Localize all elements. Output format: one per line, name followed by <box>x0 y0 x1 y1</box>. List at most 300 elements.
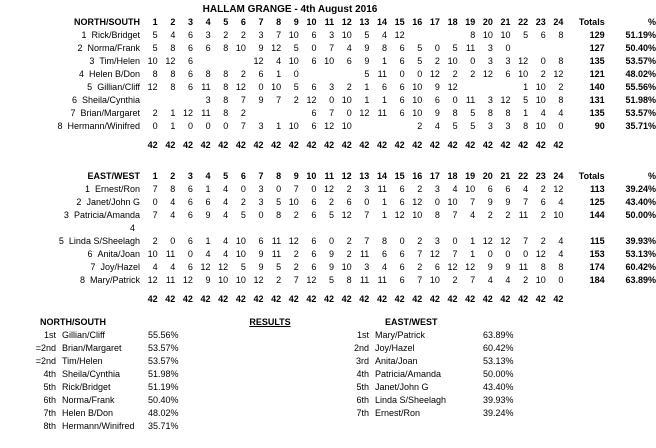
column-total-cell: 42 <box>535 140 546 150</box>
score-cell: 6 <box>505 184 511 194</box>
score-cell: 0 <box>452 236 458 246</box>
column-totals-label <box>6 293 140 306</box>
score-cell: 4 <box>381 262 387 272</box>
score-cell: 11 <box>518 262 529 272</box>
pct-cell: 63.89% <box>625 275 656 285</box>
score-cell <box>281 222 299 235</box>
score-cell: 12 <box>429 69 440 79</box>
score-cell: 7 <box>452 210 458 220</box>
ns-results-list <box>28 316 179 433</box>
score-cell <box>246 107 264 120</box>
ns-results-heading: NORTH/SOUTH <box>40 317 106 327</box>
pair-row <box>6 196 656 209</box>
score-cell: 5 <box>364 69 370 79</box>
score-cell: 6 <box>311 197 317 207</box>
pair-label <box>6 274 140 287</box>
score-cell: 11 <box>359 275 370 285</box>
pair-label <box>6 196 140 209</box>
board-header-cell: 8 <box>276 17 282 27</box>
score-cell: 4 <box>382 30 388 40</box>
score-cell: 4 <box>487 275 493 285</box>
score-cell: 11 <box>518 210 529 220</box>
score-cell: 0 <box>399 236 405 246</box>
column-total-cell: 42 <box>465 294 476 304</box>
score-cell <box>387 222 405 235</box>
board-header-cell: 17 <box>429 171 440 181</box>
total-cell: 144 <box>589 210 605 220</box>
result-row <box>345 342 514 355</box>
pair-name: Mary/Patrick <box>89 275 140 285</box>
score-cell: 4 <box>170 30 176 40</box>
ew-results-rows <box>345 329 514 420</box>
score-cell: 3 <box>258 30 264 40</box>
score-cell: 10 <box>235 236 246 246</box>
section-label: EAST/WEST <box>87 171 140 181</box>
column-total-cell: 42 <box>394 294 405 304</box>
score-cell: 12 <box>482 69 493 79</box>
score-cell: 4 <box>170 197 176 207</box>
score-cell: 11 <box>377 275 387 285</box>
score-cell <box>228 222 246 235</box>
total-cell: 184 <box>589 275 605 285</box>
column-totals-end <box>563 139 604 152</box>
score-cell: 8 <box>346 275 352 285</box>
score-cell: 12 <box>394 210 405 220</box>
score-cell: 8 <box>170 184 176 194</box>
column-total-cell: 42 <box>253 140 264 150</box>
score-cell: 1 <box>170 121 176 131</box>
score-cell <box>158 94 176 107</box>
pair-row <box>6 274 656 287</box>
pair-label <box>6 81 140 94</box>
score-cell: 3 <box>258 197 264 207</box>
score-cell: 6 <box>187 43 193 53</box>
score-cell: 8 <box>223 43 229 53</box>
score-cell: 11 <box>359 249 370 259</box>
score-cell <box>387 120 405 133</box>
score-cell: 0 <box>240 184 246 194</box>
total-cell: 113 <box>590 184 605 194</box>
column-total-cell: 42 <box>500 294 511 304</box>
score-cell <box>511 42 529 55</box>
result-pct: 55.56% <box>148 330 179 340</box>
board-header-cell: 11 <box>324 171 335 181</box>
score-cell: 7 <box>240 95 246 105</box>
score-cell: 10 <box>341 95 352 105</box>
score-cell: 10 <box>412 210 423 220</box>
score-cell: 4 <box>223 236 229 246</box>
result-rank: 5th <box>356 382 369 392</box>
pair-row <box>6 222 656 235</box>
score-cell: 5 <box>452 121 458 131</box>
pair-label <box>6 261 140 274</box>
column-totals-end <box>563 293 604 306</box>
column-total-cell: 42 <box>341 294 352 304</box>
score-cell: 0 <box>329 95 335 105</box>
result-pair-name: Janet/John G <box>375 382 429 392</box>
score-cell: 10 <box>535 82 546 92</box>
result-pair-name: Brian/Margaret <box>62 343 122 353</box>
column-totals-row <box>6 293 656 306</box>
score-cell: 3 <box>505 121 511 131</box>
score-cell: 0 <box>276 184 282 194</box>
score-cell: 6 <box>399 56 405 66</box>
score-cell: 2 <box>434 56 440 66</box>
board-header-cell: 15 <box>394 17 405 27</box>
score-cell: 1 <box>276 121 282 131</box>
result-rank: 7th <box>356 408 369 418</box>
column-total-cell: 42 <box>359 140 370 150</box>
result-rank: 8th <box>43 421 56 431</box>
pair-number: 7 <box>90 262 96 272</box>
score-cell: 5 <box>523 95 529 105</box>
pair-label <box>6 68 140 81</box>
score-cell: 10 <box>412 82 423 92</box>
score-cell: 6 <box>311 108 317 118</box>
score-cell: 9 <box>205 210 211 220</box>
score-cell <box>546 42 564 55</box>
score-cell: 5 <box>523 30 529 40</box>
board-header-cell: 13 <box>359 171 370 181</box>
score-cell: 12 <box>518 56 529 66</box>
pair-name: Brian/Margaret <box>80 108 141 118</box>
score-cell: 4 <box>152 262 158 272</box>
score-cell: 7 <box>293 275 299 285</box>
result-pair-name: Patricia/Amanda <box>375 369 442 379</box>
ns-results-rows <box>28 329 179 433</box>
board-header-cell: 21 <box>500 17 511 27</box>
total-cell: 135 <box>589 56 605 66</box>
score-cell <box>334 222 352 235</box>
column-totals-end <box>605 139 656 152</box>
score-cell: 2 <box>505 210 511 220</box>
score-cell: 6 <box>187 56 193 66</box>
score-cell: 12 <box>324 184 335 194</box>
score-cell: 8 <box>558 30 564 40</box>
score-cell: 0 <box>558 275 564 285</box>
total-cell: 174 <box>589 262 605 272</box>
score-cell: 8 <box>170 69 176 79</box>
pair-name <box>135 223 140 233</box>
total-cell: 127 <box>589 43 605 53</box>
result-pair-name: Hermann/Winifred <box>62 421 135 431</box>
score-cell: 2 <box>540 236 546 246</box>
pair-name: Norma/Frank <box>87 43 141 53</box>
score-cell: 10 <box>271 82 282 92</box>
score-cell <box>228 55 246 68</box>
score-cell: 0 <box>523 249 529 259</box>
score-cell: 12 <box>535 249 546 259</box>
score-cell: 12 <box>500 95 511 105</box>
score-cell: 6 <box>399 43 405 53</box>
score-cell <box>493 81 511 94</box>
score-cell: 4 <box>540 108 546 118</box>
header-row <box>6 16 656 29</box>
score-cell: 6 <box>205 43 211 53</box>
score-cell: 10 <box>288 121 299 131</box>
score-cell: 12 <box>253 275 264 285</box>
score-cell: 7 <box>329 108 335 118</box>
pair-number: 7 <box>70 108 76 118</box>
score-cell <box>352 222 370 235</box>
score-cell: 6 <box>311 210 317 220</box>
column-total-cell: 42 <box>288 294 299 304</box>
board-header-cell: 16 <box>412 17 423 27</box>
pair-name: Sheila/Cynthia <box>82 95 141 105</box>
score-cell: 8 <box>382 43 388 53</box>
pair-number: 6 <box>71 95 77 105</box>
score-cell: 2 <box>558 82 564 92</box>
score-cell: 3 <box>258 184 264 194</box>
pair-row <box>6 81 656 94</box>
result-rank: 2nd <box>353 343 369 353</box>
result-pct: 35.71% <box>148 421 179 431</box>
score-cell: 6 <box>346 56 352 66</box>
pair-name: Joy/Hazel <box>100 262 140 272</box>
score-cell: 6 <box>187 184 193 194</box>
ew-results-list <box>345 316 514 420</box>
score-cell: 8 <box>434 210 440 220</box>
board-header-cell: 6 <box>240 17 246 27</box>
score-cell: 8 <box>276 210 282 220</box>
board-header-cell: 24 <box>553 17 564 27</box>
score-cell: 0 <box>346 108 352 118</box>
score-cell: 1 <box>523 108 529 118</box>
result-rank: 4th <box>43 369 56 379</box>
column-total-cell: 42 <box>376 294 387 304</box>
score-cell: 12 <box>306 95 317 105</box>
score-cell: 3 <box>205 95 211 105</box>
score-cell: 12 <box>447 262 458 272</box>
score-cell: 1 <box>276 69 282 79</box>
score-cell: 11 <box>377 108 388 118</box>
score-cell: 8 <box>505 108 511 118</box>
score-cell: 10 <box>447 197 458 207</box>
score-cell: 1 <box>523 82 529 92</box>
score-cell: 6 <box>399 108 405 118</box>
column-total-cell: 42 <box>200 140 211 150</box>
column-total-cell: 42 <box>518 294 529 304</box>
score-cell: 6 <box>399 262 405 272</box>
score-cell <box>299 68 317 81</box>
score-cell: 12 <box>147 275 158 285</box>
score-cell: 7 <box>276 30 282 40</box>
result-row <box>28 394 179 407</box>
board-header-cell: 22 <box>518 171 529 181</box>
pair-name: Helen B/Don <box>89 69 141 79</box>
score-cell <box>193 222 211 235</box>
board-header-cell: 1 <box>152 171 158 181</box>
pair-name: Linda S/Sheelagh <box>68 236 140 246</box>
score-cell: 12 <box>182 275 193 285</box>
score-cell <box>175 222 193 235</box>
result-pair-name: Joy/Hazel <box>375 343 415 353</box>
score-cell: 3 <box>434 184 440 194</box>
score-cell <box>264 107 282 120</box>
pair-name: Anita/Joan <box>97 249 140 259</box>
score-cell: 7 <box>417 249 423 259</box>
score-cell: 6 <box>311 236 317 246</box>
score-cell: 0 <box>364 197 370 207</box>
total-cell: 131 <box>589 95 605 105</box>
score-cell: 9 <box>505 197 511 207</box>
board-header-cell: 19 <box>465 171 476 181</box>
score-cell <box>458 81 476 94</box>
score-cell <box>281 107 299 120</box>
score-cell <box>422 222 440 235</box>
pair-label <box>6 120 140 133</box>
score-cell: 6 <box>311 30 317 40</box>
score-cell: 11 <box>165 249 176 259</box>
score-cell: 9 <box>434 82 440 92</box>
score-cell: 9 <box>258 43 264 53</box>
score-cell: 6 <box>311 249 317 259</box>
result-rank: 7th <box>43 408 56 418</box>
result-rank: 1st <box>43 330 56 340</box>
board-header-cell: 1 <box>152 17 158 27</box>
score-cell <box>175 94 193 107</box>
pair-label <box>6 42 140 55</box>
board-header-cell: 21 <box>500 171 511 181</box>
score-cell: 11 <box>377 184 387 194</box>
score-cell: 8 <box>558 95 564 105</box>
score-cell: 0 <box>434 43 440 53</box>
score-cell: 5 <box>452 43 458 53</box>
score-cell: 2 <box>240 69 246 79</box>
pct-cell: 50.40% <box>625 43 656 53</box>
pair-row <box>6 107 656 120</box>
board-header-cell: 12 <box>341 171 352 181</box>
score-cell: 6 <box>311 262 317 272</box>
header-row <box>6 170 656 183</box>
column-total-cell: 42 <box>429 294 440 304</box>
score-cell: 5 <box>240 210 246 220</box>
pair-number: 3 <box>63 210 69 220</box>
column-total-cell: 42 <box>218 294 229 304</box>
column-total-cell: 42 <box>553 294 564 304</box>
score-cell: 8 <box>223 82 229 92</box>
score-cell: 8 <box>558 262 564 272</box>
score-cell: 4 <box>223 184 229 194</box>
score-cell: 8 <box>452 108 458 118</box>
pct-cell: 53.13% <box>625 249 656 259</box>
score-cell: 11 <box>201 82 211 92</box>
column-total-cell: 42 <box>271 294 282 304</box>
result-row <box>28 355 179 368</box>
score-cell <box>475 81 493 94</box>
pair-number: 2 <box>77 43 83 53</box>
column-total-cell: 42 <box>182 140 193 150</box>
board-header-cell: 10 <box>306 171 317 181</box>
result-pct: 48.02% <box>148 408 179 418</box>
score-cell: 12 <box>482 236 493 246</box>
results-heading: RESULTS <box>249 317 291 327</box>
result-row <box>345 407 514 420</box>
board-header-cell: 23 <box>535 17 546 27</box>
score-cell: 10 <box>341 30 352 40</box>
score-cell: 0 <box>558 121 564 131</box>
board-header-cell: 14 <box>377 17 388 27</box>
score-cell: 6 <box>187 210 193 220</box>
score-cell: 3 <box>434 236 440 246</box>
column-total-cell: 42 <box>324 140 335 150</box>
score-cell: 4 <box>223 197 229 207</box>
score-cell: 12 <box>500 236 511 246</box>
score-cell: 2 <box>487 210 493 220</box>
pair-number: 2 <box>76 197 82 207</box>
score-cell: 6 <box>258 69 264 79</box>
score-cell: 6 <box>258 236 264 246</box>
result-pair-name: Helen B/Don <box>62 408 114 418</box>
board-header-cell: 19 <box>465 17 476 27</box>
result-pair-name: Ernest/Ron <box>375 408 421 418</box>
score-cell: 6 <box>311 56 317 66</box>
pair-number: 1 <box>84 184 90 194</box>
board-header-cell: 23 <box>535 171 546 181</box>
column-total-cell: 42 <box>465 140 476 150</box>
score-cell: 8 <box>223 108 229 118</box>
score-cell: 10 <box>500 30 511 40</box>
score-cell: 4 <box>558 197 564 207</box>
score-cell: 12 <box>306 275 317 285</box>
result-rank: 4th <box>356 369 369 379</box>
pair-name: Tim/Helen <box>99 56 141 66</box>
pair-row <box>6 120 656 133</box>
score-cell: 12 <box>182 108 193 118</box>
score-cell: 6 <box>540 30 546 40</box>
pct-cell: 50.00% <box>625 210 656 220</box>
score-cell: 8 <box>223 69 229 79</box>
result-row <box>345 355 514 368</box>
score-cell <box>528 222 546 235</box>
result-pair-name: Sheila/Cynthia <box>62 369 121 379</box>
result-pair-name: Gillian/Cliff <box>62 330 105 340</box>
score-cell: 12 <box>447 82 458 92</box>
score-cell <box>440 29 458 42</box>
column-total-cell: 42 <box>147 294 158 304</box>
score-cell: 8 <box>223 95 229 105</box>
score-cell: 5 <box>152 43 158 53</box>
board-header-cell: 16 <box>412 171 423 181</box>
score-cell: 10 <box>447 56 458 66</box>
score-cell: 11 <box>165 275 176 285</box>
score-cell: 4 <box>523 184 529 194</box>
board-header-cell: 7 <box>258 17 264 27</box>
board-header-cell: 17 <box>429 17 440 27</box>
score-cell: 10 <box>324 56 335 66</box>
score-cell: 6 <box>399 275 405 285</box>
result-row <box>28 381 179 394</box>
score-cell <box>528 42 546 55</box>
pair-label <box>6 55 140 68</box>
score-cell: 2 <box>293 210 299 220</box>
score-cell: 8 <box>558 56 564 66</box>
score-cell <box>140 222 158 235</box>
column-total-cell: 42 <box>235 294 246 304</box>
score-cell: 5 <box>152 30 158 40</box>
score-cell: 7 <box>152 184 158 194</box>
column-total-cell: 42 <box>165 294 176 304</box>
score-cell: 11 <box>465 43 476 53</box>
result-row <box>28 329 179 342</box>
score-cell: 10 <box>218 275 229 285</box>
score-cell: 10 <box>235 275 246 285</box>
result-rank: 1st <box>356 330 369 340</box>
score-cell: 0 <box>152 121 158 131</box>
column-total-cell: 42 <box>447 140 458 150</box>
result-pct: 39.93% <box>483 395 514 405</box>
column-totals-end <box>605 293 656 306</box>
